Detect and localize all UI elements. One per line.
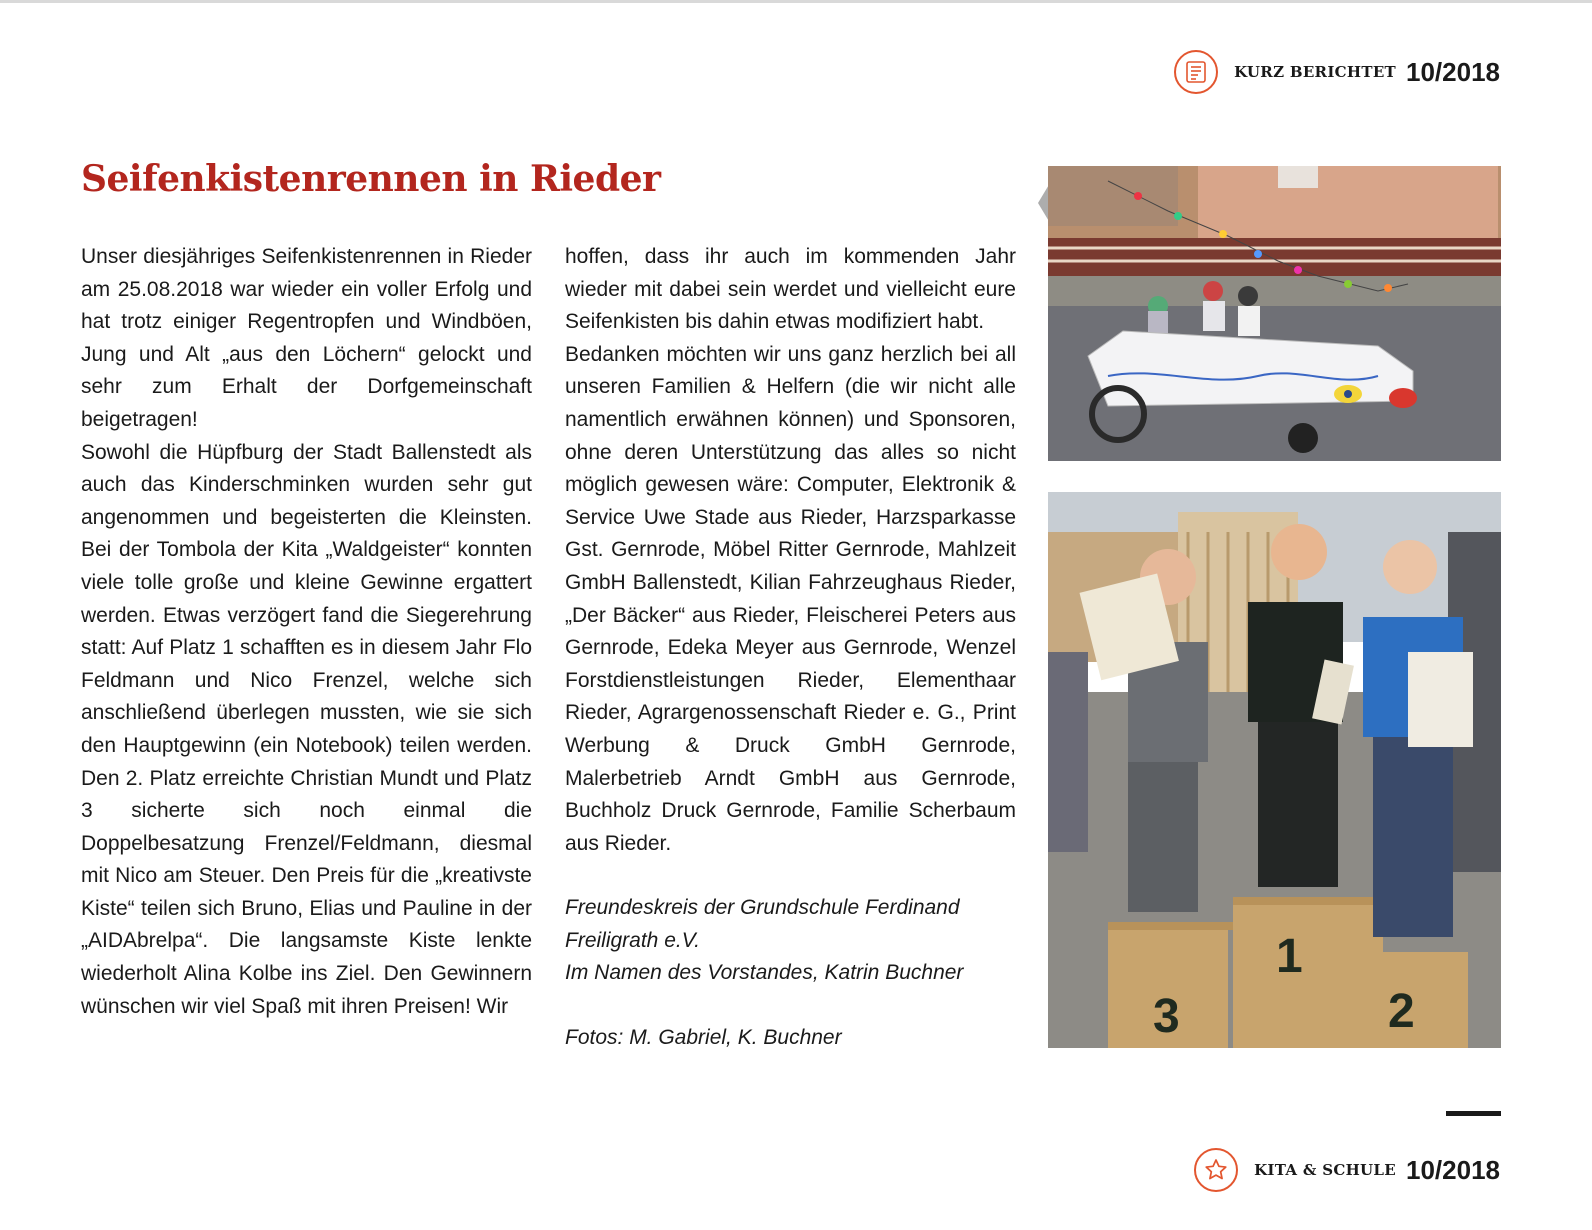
footer-rule xyxy=(1446,1111,1501,1116)
footer-section-label: KITA & SCHULE xyxy=(1254,1161,1397,1179)
signature-line: Im Namen des Vorstandes, Katrin Buchner xyxy=(565,961,964,985)
star-icon xyxy=(1194,1148,1238,1192)
podium-number-1: 1 xyxy=(1276,930,1303,983)
paragraph: Bedanken möchten wir uns ganz herzlich bei all unseren Familien & Helfern (die wir nicht alle namentlich erwähnen können) und Sponsoren, ohne deren Unterstützung das alles so nicht möglich gewesen wäre: Computer, Elektronik & Service Uwe Stade aus Rieder, Harzsparkasse Gst. Gernrode, Möbel Ritter Gernrode, Mahlzeit GmbH Ballenstedt, Kilian Fahrzeughaus Rieder, „Der Bäcker“ aus Rieder, Fleischerei Peters aus Gernrode, Edeka Meyer aus Gernrode, Wenzel Forstdienstleistungen Rieder, Elementhaar Rieder, Agrargenossenschaft Rieder e. G., Print Werbung & Druck GmbH Gernrode, Malerbetrieb Arndt GmbH aus Gernrode, Buchholz Druck Gernrode, Familie Scherbaum aus Rieder. xyxy=(565,342,1016,855)
top-rule xyxy=(0,0,1592,3)
document-lines-icon xyxy=(1174,50,1218,94)
photo-credit: Fotos: M. Gabriel, K. Buchner xyxy=(565,1026,842,1050)
footer-issue-number: 10/2018 xyxy=(1406,1154,1500,1185)
header-issue-number: 10/2018 xyxy=(1406,56,1500,87)
paragraph: hoffen, dass ihr auch im kommenden Jahr wieder mit dabei sein werdet und vielleicht eure Seifenkisten bis dahin etwas modifiziert habt. xyxy=(565,245,1016,334)
signature-line: Freundeskreis der Grundschule Ferdinand xyxy=(565,896,960,920)
header-section-label: KURZ BERICHTET xyxy=(1234,63,1397,81)
article-column-2 xyxy=(565,241,1016,1055)
podium-number-2: 2 xyxy=(1388,985,1415,1038)
article-column-1 xyxy=(81,241,532,1023)
running-footer xyxy=(1194,1148,1500,1192)
paragraph: Sowohl die Hüpfburg der Stadt Ballenstedt als auch das Kinderschminken wurden sehr gut angenommen und begeisterten die Kleinsten. Bei der Tombola der Kita „Waldgeister“ konnten viele tolle große und kleine Gewinne ergattert werden. Etwas verzögert fand die Siegerehrung statt: Auf Platz 1 schafften es in diesem Jahr Flo Feldmann und Nico Frenzel, welche sich anschließend überlegen mussten, wie sie sich den Hauptgewinn (ein Notebook) teilen werden. Den 2. Platz erreichte Christian Mundt und Platz 3 sicherte sich noch einmal die Doppelbesatzung Frenzel/Feldmann, diesmal mit Nico am Steuer. Den Preis für die „kreativste Kiste“ teilen sich Bruno, Elias und Pauline in der „AIDAbrelpa“. Die langsamste Kiste lenkte wiederholt Alina Kolbe ins Ziel. Den Gewinnern wünschen wir viel Spaß mit ihren Preisen! Wir xyxy=(81,440,532,1018)
soapbox-car-photo xyxy=(1048,166,1501,461)
podium-award-photo xyxy=(1048,492,1501,1048)
paragraph: Unser diesjähriges Seifenkistenrennen in Rieder am 25.08.2018 war wieder ein voller Erfolg und hat trotz einiger Regentropfen und Windböen, Jung und Alt „aus den Löchern“ gelockt und sehr zum Erhalt der Dorfgemeinschaft beigetragen! xyxy=(81,245,532,431)
signature-line: Freiligrath e.V. xyxy=(565,928,700,952)
signature xyxy=(565,892,1016,990)
article-title: Seifenkistenrennen in Rieder xyxy=(81,158,661,200)
podium-number-3: 3 xyxy=(1153,990,1180,1043)
running-header xyxy=(1174,50,1500,94)
